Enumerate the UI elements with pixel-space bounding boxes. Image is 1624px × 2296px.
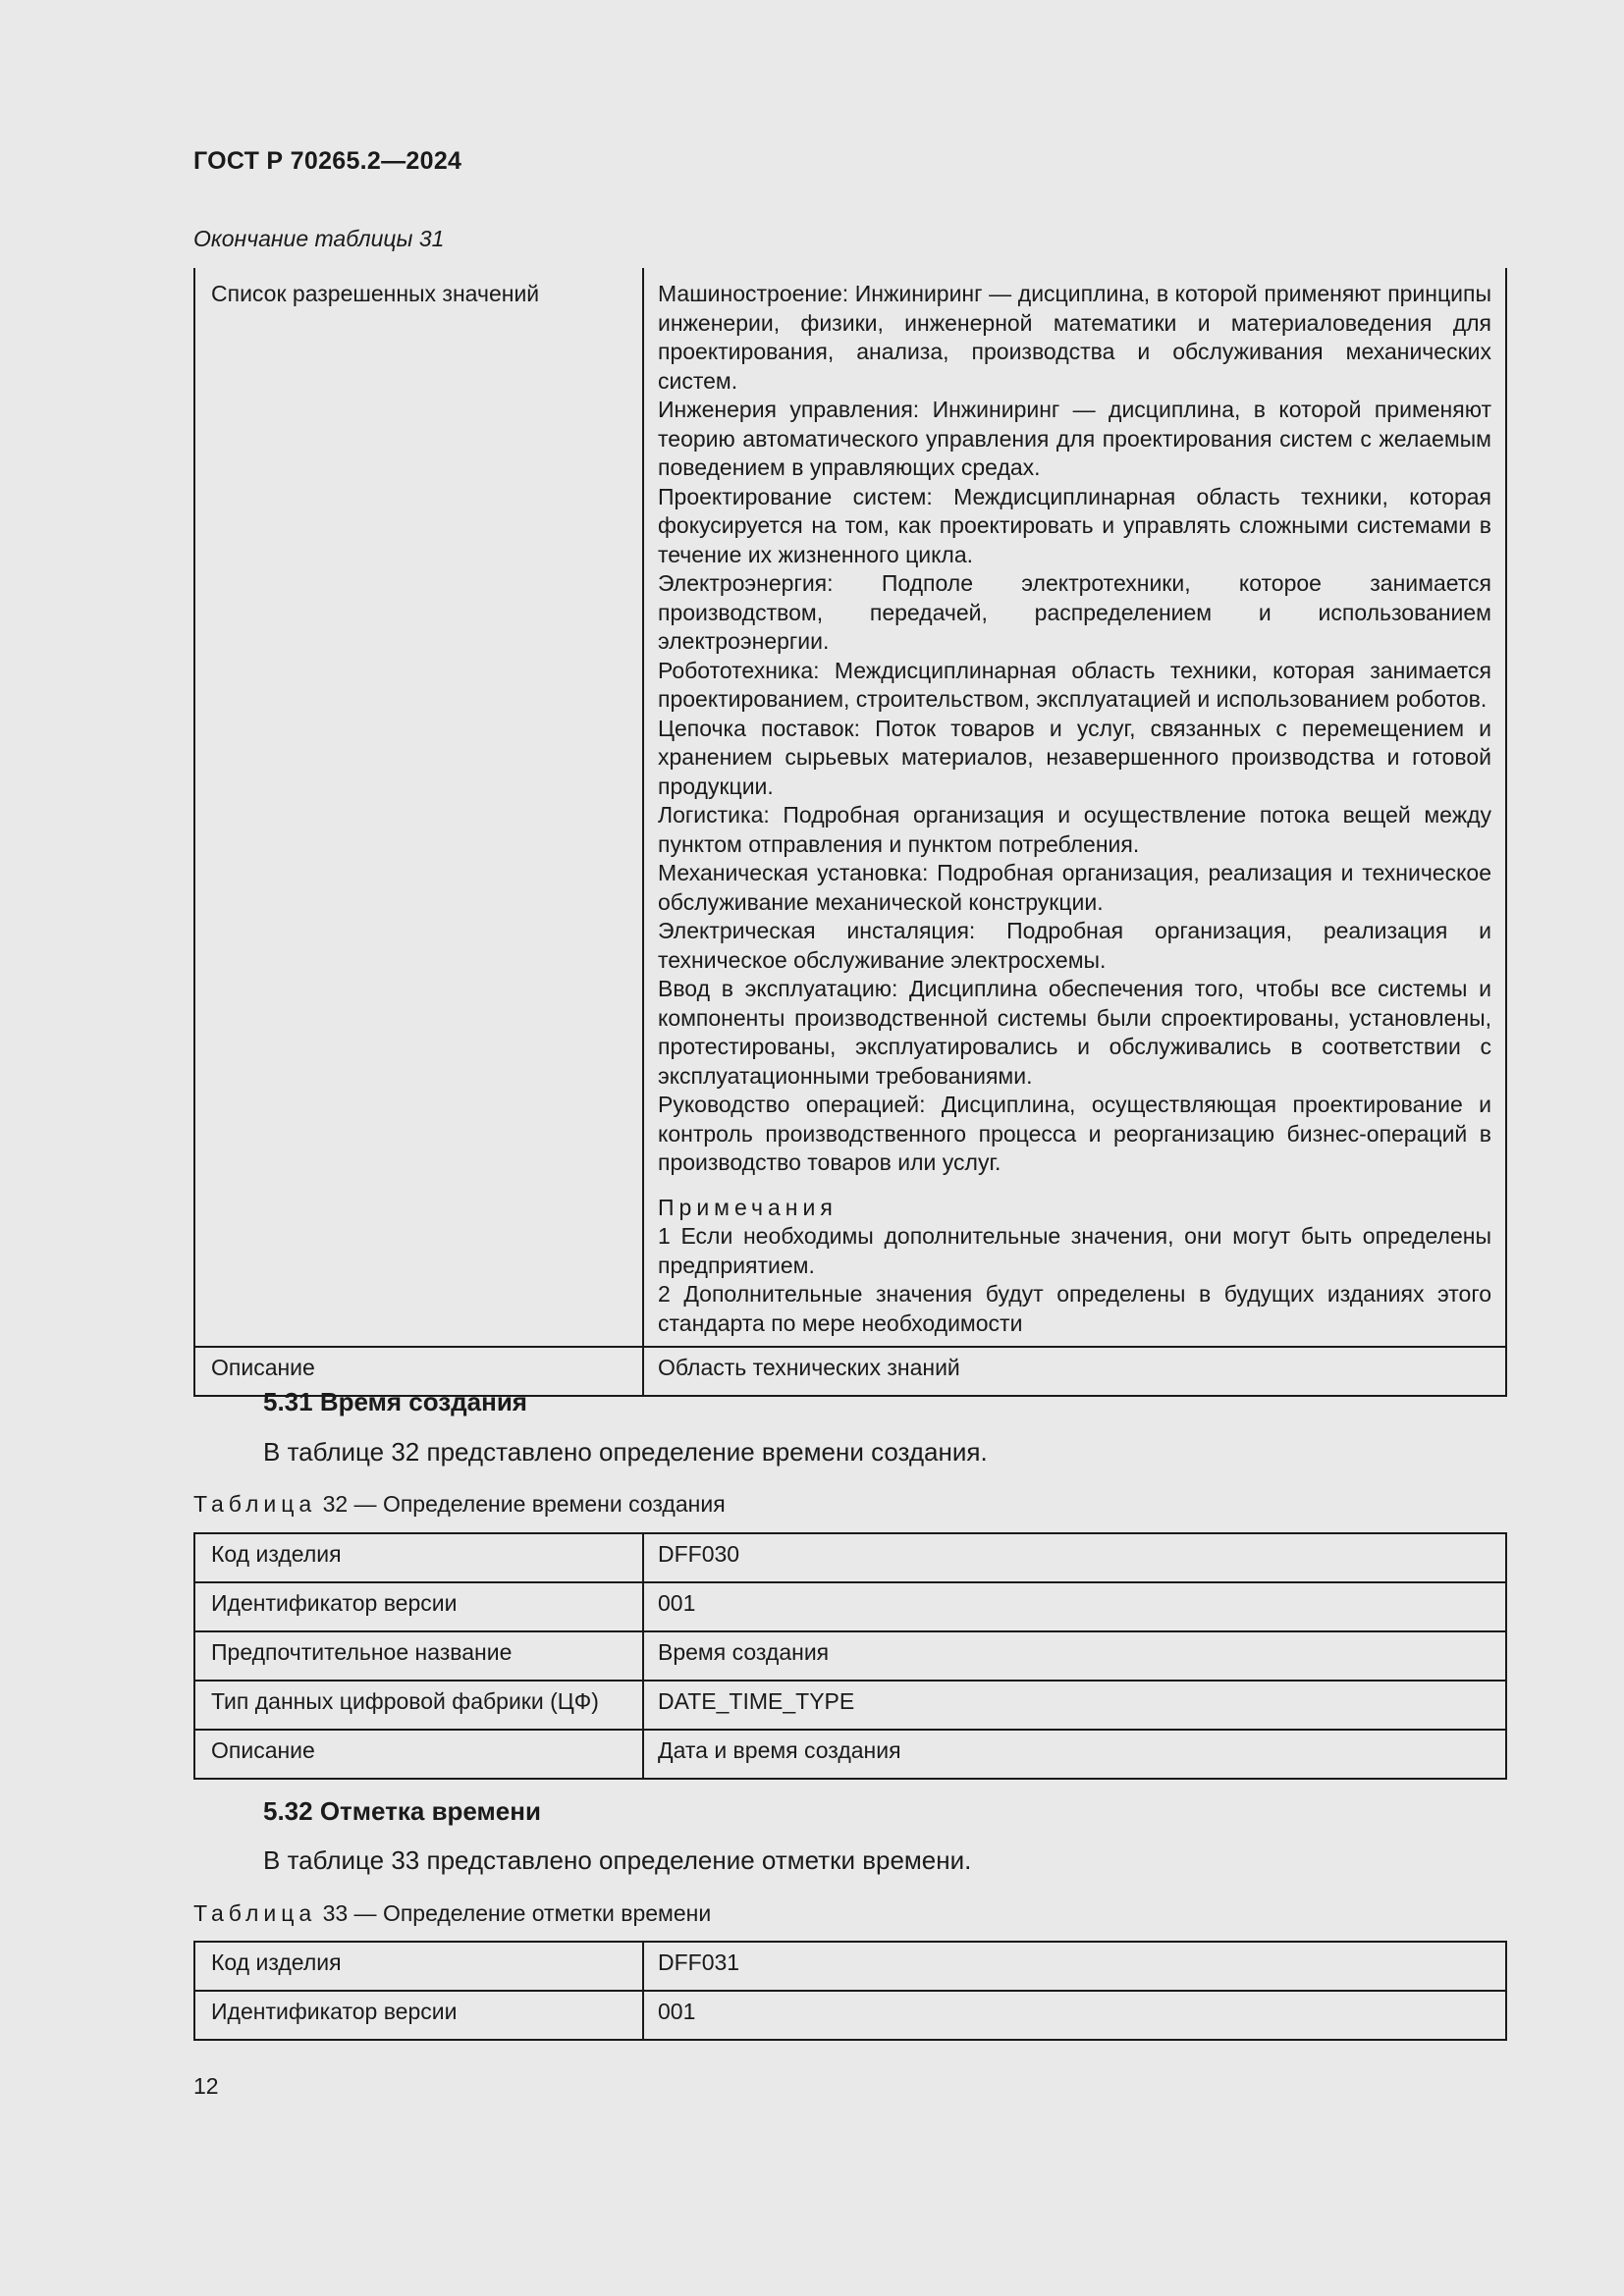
list-item: Робототехника: Междисциплинарная область техники, которая занимается проектированием, строительством, эксплуатацией и использованием роботов. bbox=[658, 657, 1491, 712]
row-label: Тип данных цифровой фабрики (ЦФ) bbox=[194, 1681, 643, 1730]
table-row bbox=[194, 1582, 1506, 1631]
list-item: Машиностроение: Инжиниринг — дисциплина, в которой применяют принципы инженерии, физики, инженерной математики и материаловедения для проектирования, анализа, производства и обслуживания механических систем. bbox=[658, 281, 1491, 394]
row-value: 001 bbox=[643, 1582, 1506, 1631]
list-item: Цепочка поставок: Поток товаров и услуг, связанных с перемещением и хранением сырьевых материалов, незавершенного производства и готовой продукции. bbox=[658, 715, 1491, 799]
table-32-caption bbox=[193, 1491, 726, 1518]
row-value: DFF030 bbox=[643, 1533, 1506, 1582]
table-row bbox=[194, 1631, 1506, 1681]
note-item: 1 Если необходимы дополнительные значения, они могут быть определены предприятием. bbox=[658, 1223, 1491, 1278]
list-item: Инженерия управления: Инжиниринг — дисциплина, в которой применяют теорию автоматического управления для проектирования систем с желаемым поведением в управляющих средах. bbox=[658, 397, 1491, 480]
list-item: Электроэнергия: Подполе электротехники, которое занимается производством, передачей, распределением и использованием электроэнергии. bbox=[658, 570, 1491, 654]
row-label: Идентификатор версии bbox=[194, 1582, 643, 1631]
list-item: Электрическая инсталяция: Подробная организация, реализация и техническое обслуживание электросхемы. bbox=[658, 918, 1491, 973]
list-item: Механическая установка: Подробная организация, реализация и техническое обслуживание механической конструкции. bbox=[658, 860, 1491, 915]
section-paragraph-5-31: В таблице 32 представлено определение времени создания. bbox=[263, 1437, 988, 1467]
row-value: Дата и время создания bbox=[643, 1730, 1506, 1779]
row-value: DATE_TIME_TYPE bbox=[643, 1681, 1506, 1730]
section-title-5-32: 5.32 Отметка времени bbox=[263, 1796, 541, 1826]
list-item: Ввод в эксплуатацию: Дисциплина обеспечения того, чтобы все системы и компоненты производственной системы были спроектированы, установлены, протестированы, эксплуатировались и обслуживались в соответствии с эксплуатационными требованиями. bbox=[658, 976, 1491, 1089]
page-number: 12 bbox=[193, 2073, 219, 2099]
row-value-description: Область технических знаний bbox=[643, 1347, 1506, 1396]
notes-title: Примечания bbox=[658, 1194, 838, 1220]
caption-text: 33 — Определение отметки времени bbox=[322, 1900, 712, 1926]
table-continuation-caption: Окончание таблицы 31 bbox=[193, 226, 445, 251]
row-value: Время создания bbox=[643, 1631, 1506, 1681]
row-label-allowed-values: Список разрешенных значений bbox=[194, 268, 643, 1347]
row-label: Описание bbox=[194, 1730, 643, 1779]
allowed-values-cell bbox=[643, 268, 1506, 1347]
caption-word: Таблица bbox=[193, 1900, 317, 1926]
table-33 bbox=[193, 1941, 1507, 2041]
list-item: Проектирование систем: Междисциплинарная область техники, которая фокусируется на том, как проектировать и управлять сложными системами в течение их жизненного цикла. bbox=[658, 483, 1491, 567]
table-31 bbox=[193, 268, 1507, 1397]
caption-word: Таблица bbox=[193, 1491, 317, 1517]
section-title-5-31: 5.31 Время создания bbox=[263, 1387, 527, 1416]
table-row bbox=[194, 1681, 1506, 1730]
table-row bbox=[194, 1533, 1506, 1582]
note-item: 2 Дополнительные значения будут определены в будущих изданиях этого стандарта по мере необходимости bbox=[658, 1281, 1491, 1336]
allowed-values-list bbox=[658, 280, 1491, 1178]
row-label: Код изделия bbox=[194, 1533, 643, 1582]
table-row bbox=[194, 1942, 1506, 1991]
table-row bbox=[194, 268, 1506, 1347]
row-value: DFF031 bbox=[643, 1942, 1506, 1991]
row-value: 001 bbox=[643, 1991, 1506, 2040]
list-item: Логистика: Подробная организация и осуществление потока вещей между пунктом отправления и пунктом потребления. bbox=[658, 802, 1491, 857]
row-label: Предпочтительное название bbox=[194, 1631, 643, 1681]
table-33-caption bbox=[193, 1900, 711, 1927]
row-label: Идентификатор версии bbox=[194, 1991, 643, 2040]
document-header: ГОСТ Р 70265.2—2024 bbox=[193, 147, 462, 175]
notes-block bbox=[658, 1194, 1491, 1339]
caption-text: 32 — Определение времени создания bbox=[322, 1491, 726, 1517]
list-item: Руководство операцией: Дисциплина, осуществляющая проектирование и контроль производственного процесса и реорганизацию бизнес-операций в производство товаров или услуг. bbox=[658, 1092, 1491, 1175]
table-row bbox=[194, 1991, 1506, 2040]
table-row bbox=[194, 1730, 1506, 1779]
table-32 bbox=[193, 1532, 1507, 1780]
row-label-description: Описание bbox=[194, 1347, 643, 1396]
section-paragraph-5-32: В таблице 33 представлено определение отметки времени. bbox=[263, 1845, 972, 1875]
row-label: Код изделия bbox=[194, 1942, 643, 1991]
